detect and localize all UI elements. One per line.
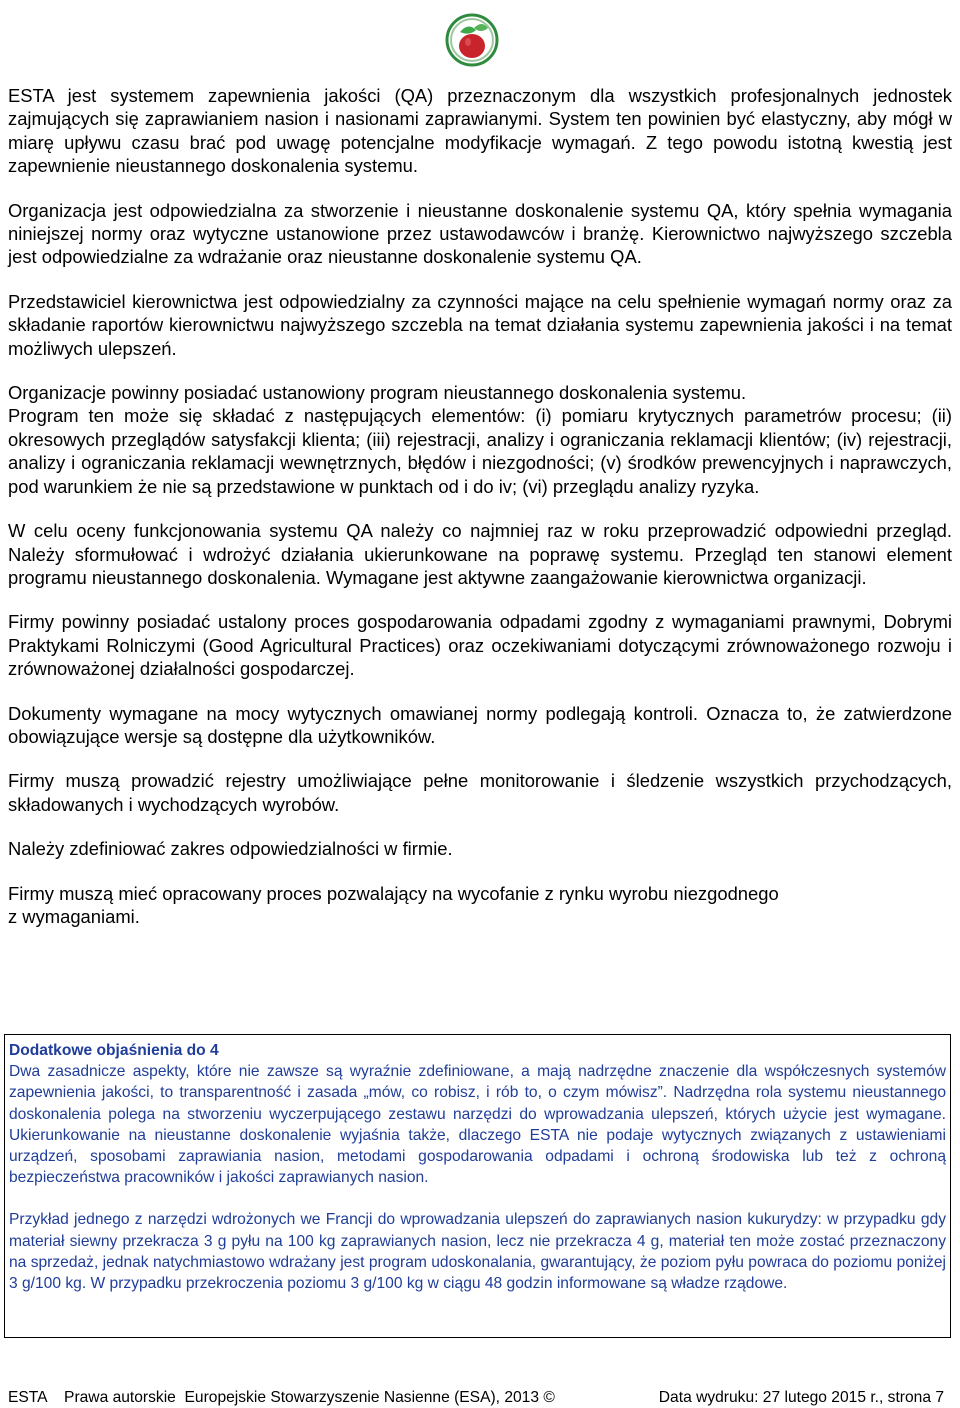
additional-notes-paragraph-1: Dwa zasadnicze aspekty, które nie zawsze są wyraźnie zdefiniowane, a mają nadrzędne znaczenie dla współczesnych systemów zapewnienia jakości, to transparentność i zasada „mów, co robisz, i rób to, o czym mówisz”. Nadrzędna rola systemu nieustannego doskonalenia polega na stworzeniu wyczerpującego zestawu narzędzi do wprowadzania ulepszeń, których użycie jest wymagane. Ukierunkowanie na nieustanne doskonalenie wyjaśnia także, dlaczego ESTA nie podaje wytycznych związanych z ustawieniami urządzeń, sposobami zaprawiania nasion, metodami gospodarowania odpadami i ochroną środowiska lub też z ochroną bezpieczeństwa pracowników i jakości zaprawianych nasion.	[9, 1063, 946, 1187]
esta-logo	[444, 10, 500, 68]
improvement-program-paragraph: Organizacje powinny posiadać ustanowiony program nieustannego doskonalenia systemu.	[8, 382, 747, 404]
intro-paragraph: ESTA jest systemem zapewnienia jakości (QA) przeznaczonym dla wszystkich profesjonalnych jednostek zajmujących się zaprawianiem nasion i nasionami zaprawianymi. System ten powinien być elastyczny, aby mógł w miarę upływu czasu brać pod uwagę potencjalne modyfikacje wymagań. Z tego powodu istotną kwestią jest zapewnienie nieustannego doskonalenia systemu.	[8, 85, 952, 177]
review-paragraph: W celu oceny funkcjonowania systemu QA należy co najmniej raz w roku przeprowadzić odpowiedni przegląd. Należy sformułować i wdrożyć działania ukierunkowane na poprawę systemu. Przegląd ten stanowi element programu nieustannego doskonalenia. Wymagane jest aktywne zaangażowanie kierownictwa organizacji.	[8, 520, 952, 588]
responsibility-paragraph: Organizacja jest odpowiedzialna za stworzenie i nieustanne doskonalenie systemu QA, który spełnia wymagania niniejszej normy oraz wytyczne ustanowione przez ustawodawców i branżę. Kierownictwo najwyższego szczebla jest odpowiedzialne za wdrażanie oraz nieustanne doskonalenie systemu QA.	[8, 199, 952, 268]
additional-notes-title: Dodatkowe objaśnienia do 4	[9, 1042, 219, 1059]
additional-notes-box	[4, 1034, 951, 1338]
representative-paragraph: Przedstawiciel kierownictwa jest odpowiedzialny za czynności mające na celu spełnienie wymagań normy oraz za składanie raportów kierownictwu najwyższego szczebla na temat działania systemu zapewnienia jakości i na temat możliwych ulepszeń.	[8, 290, 952, 359]
footer-copyright: ESTA Prawa autorskie Europejskie Stowarzyszenie Nasienne (ESA), 2013 ©	[8, 1389, 555, 1406]
program-elements-paragraph: Program ten może się składać z następujących elementów: (i) pomiaru krytycznych parametrów procesu; (ii) okresowych przeglądów satysfakcji klienta; (iii) rejestracji, analizy i ograniczania reklamacji klientów; (iv) rejestracji, analizy i ograniczania reklamacji wewnętrznych, błędów i niezgodności; (v) środków prewencyjnych i naprawczych, pod warunkiem że nie są przedstawione w punktach od i do iv; (vi) przeglądu analizy ryzyka.	[8, 405, 952, 497]
recall-paragraph	[8, 882, 952, 929]
records-paragraph: Firmy muszą prowadzić rejestry umożliwiające pełne monitorowanie i śledzenie wszystkich przychodzących, składowanych i wychodzących wyrobów.	[8, 770, 952, 815]
documents-paragraph: Dokumenty wymagane na mocy wytycznych omawianej normy podlegają kontroli. Oznacza to, że zatwierdzone obowiązujące wersje są dostępne dla użytkowników.	[8, 702, 952, 747]
additional-notes-paragraph-2: Przykład jednego z narzędzi wdrożonych we Francji do wprowadzania ulepszeń do zaprawianych nasion kukurydzy: w przypadku gdy materiał siewny przekracza 3 g pyłu na 100 kg zaprawianych nasion, lecz nie przekracza 4 g, materiał ten może zostać przeznaczony na sprzedaż, jednak natychmiastowo wdrażany jest program udoskonalania, gwarantujący, że poziom pyłu powraca do poziomu poniżej 3 g/100 kg. W przypadku przekroczenia poziomu 3 g/100 kg w ciągu 48 godzin informowane są władze rządowe.	[9, 1211, 946, 1293]
esta-logo-icon	[444, 10, 500, 68]
responsibility-scope-paragraph: Należy zdefiniować zakres odpowiedzialności w firmie.	[8, 838, 453, 860]
page-footer	[8, 1388, 952, 1408]
recall-line-2: z wymaganiami.	[8, 905, 140, 927]
footer-print-date: Data wydruku: 27 lutego 2015 r., strona 7	[658, 1389, 944, 1406]
waste-paragraph: Firmy powinny posiadać ustalony proces gospodarowania odpadami zgodny z wymaganiami prawnymi, Dobrymi Praktykami Rolniczymi (Good Agricultural Practices) oraz oczekiwaniami dotyczącymi zrównoważonego rozwoju i zrównoważonej działalności gospodarczej.	[8, 611, 952, 680]
recall-line-1: Firmy muszą mieć opracowany proces pozwalający na wycofanie z rynku wyrobu niezgodnego	[8, 882, 779, 904]
main-text	[8, 84, 952, 949]
